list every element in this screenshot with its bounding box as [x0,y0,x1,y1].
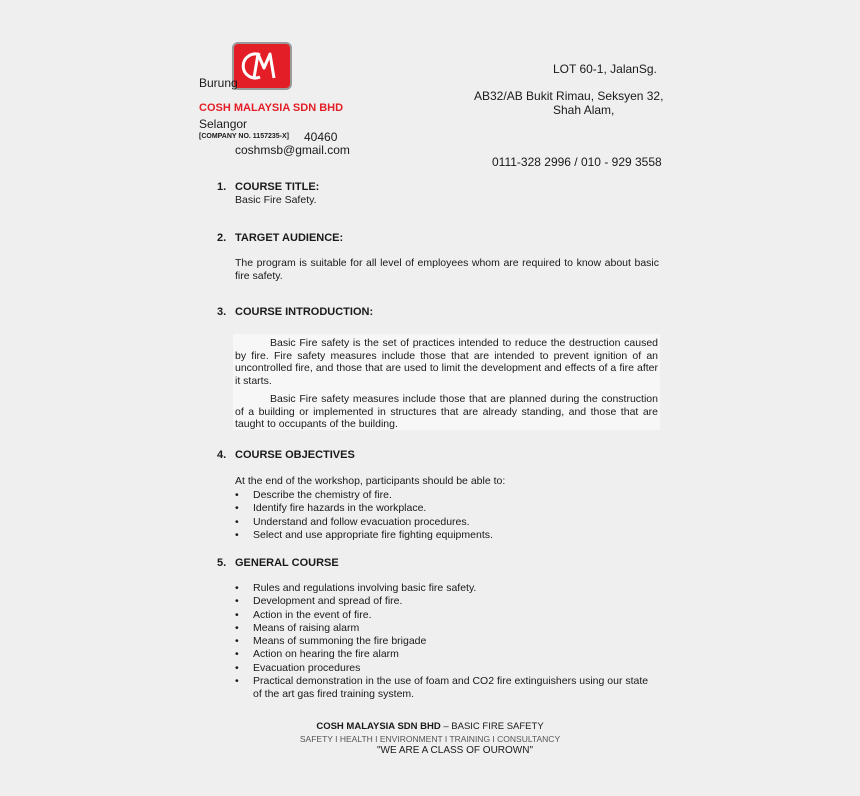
section-2-title: TARGET AUDIENCE: [235,232,344,244]
section-4-number: 4. [217,449,227,461]
section-3-paragraph-1: Basic Fire safety is the set of practices intended to reduce the destruction caused by fire. Fire safety measures include those that are intended to prevent ignition of an uncontrolled fire, and those that are used to limit the development and effects of a fire after it starts. [235,337,658,387]
list-item: • Action in the event of fire. [235,609,659,622]
section-3-heading [217,306,373,318]
section-1-heading [217,181,319,193]
header-address-line1: LOT 60-1, JalanSg. [553,62,657,76]
logo-cm-mark-icon [234,44,290,88]
section-3-number: 3. [217,306,227,318]
list-item: • Describe the chemistry of fire. [235,489,659,502]
section-2-number: 2. [217,232,227,244]
footer-tagline: "WE ARE A CLASS OF OUROWN" [376,745,533,756]
section-5-course-list [235,582,659,702]
header-postcode: 40460 [304,130,338,144]
header-selangor: Selangor [199,117,248,131]
footer-services: SAFETY I HEALTH I ENVIRONMENT I TRAINING I CONSULTANCY [299,734,561,744]
section-2-body: The program is suitable for all level of employees whom are required to know about basic fire safety. [235,257,659,282]
section-3-title: COURSE INTRODUCTION: [235,306,374,318]
section-1-body: Basic Fire Safety. [235,194,317,206]
section-3-intro-box [233,334,660,430]
section-5-heading [217,557,339,569]
section-1-number: 1. [217,181,227,193]
section-5-title: GENERAL COURSE [235,557,339,569]
list-item: • Evacuation procedures [235,662,659,675]
list-item: • Rules and regulations involving basic fire safety. [235,582,659,595]
list-item: • Means of summoning the fire brigade [235,635,659,648]
section-4-intro: At the end of the workshop, participants should be able to: [235,475,506,487]
company-logo [232,42,292,90]
header-email: coshmsb@gmail.com [235,143,350,157]
list-item: • Identify fire hazards in the workplace. [235,502,659,515]
list-item: • Practical demonstration in the use of foam and CO2 fire extinguishers using our state of the art gas fired training system. [235,675,659,702]
list-item: • Understand and follow evacuation procedures. [235,516,659,529]
section-4-heading [217,449,355,461]
section-1-title: COURSE TITLE: [235,181,320,193]
footer-company: COSH MALAYSIA SDN BHD [316,721,441,732]
header-address-line3: Shah Alam, [553,103,615,117]
list-item: • Means of raising alarm [235,622,659,635]
list-item: • Development and spread of fire. [235,595,659,608]
header-phone: 0111-328 2996 / 010 - 929 3558 [492,155,662,169]
list-item: • Action on hearing the fire alarm [235,648,659,661]
header-address-line2: AB32/AB Bukit Rimau, Seksyen 32, [474,89,664,103]
section-2-heading [217,232,343,244]
section-4-objectives-list [235,489,659,542]
header-company-no: [COMPANY NO. 1157235-X] [199,133,289,140]
section-5-number: 5. [217,557,227,569]
footer-subject: – BASIC FIRE SAFETY [440,721,544,732]
header-burung: Burung [199,76,238,90]
list-item: • Select and use appropriate fire fighting equipments. [235,529,659,542]
footer-title [0,721,860,732]
header-company-name: COSH MALAYSIA SDN BHD [199,102,344,114]
section-3-paragraph-2: Basic Fire safety measures include those that are planned during the construction of a building or implemented in structures that are already standing, and those that are taught to occupants of the building. [235,393,658,430]
section-4-title: COURSE OBJECTIVES [235,449,355,461]
